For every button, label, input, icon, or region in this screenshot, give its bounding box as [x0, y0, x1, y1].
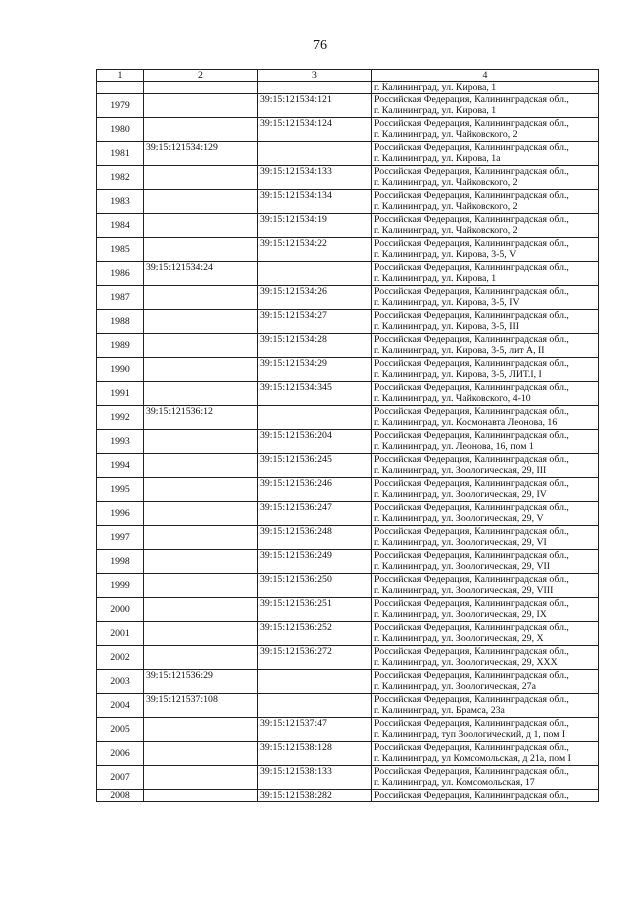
- row-number: 1985: [97, 238, 144, 262]
- code-col2: [144, 742, 258, 766]
- address-line-1: Российская Федерация, Калининградская обл.,: [374, 358, 569, 369]
- address-cell: [372, 286, 599, 310]
- code-col2: 39:15:121534:129: [144, 142, 258, 166]
- address-line-1: Российская Федерация, Калининградская обл.,: [374, 142, 569, 153]
- address-line-2: г. Калининград, ул. Зоологическая, 29, VII: [374, 561, 551, 572]
- row-number: 2002: [97, 646, 144, 670]
- table-row: [97, 742, 599, 766]
- code-col3: 39:15:121534:19: [258, 214, 372, 238]
- code-col2: [144, 286, 258, 310]
- address-cell: [372, 526, 599, 550]
- address-line-2: г. Калининград, ул. Леонова, 16, пом 1: [374, 441, 534, 452]
- row-number: 1983: [97, 190, 144, 214]
- address-cell: [372, 406, 599, 430]
- row-number: 2008: [97, 790, 144, 802]
- address-cell: [372, 142, 599, 166]
- table-row: [97, 142, 599, 166]
- table-row: [97, 790, 599, 802]
- row-number: 1986: [97, 262, 144, 286]
- address-cell: [372, 550, 599, 574]
- address-line-1: Российская Федерация, Калининградская обл.,: [374, 598, 569, 609]
- code-col3: 39:15:121538:282: [258, 790, 372, 802]
- code-col2: [144, 118, 258, 142]
- address-line-1: Российская Федерация, Калининградская обл.,: [374, 238, 569, 249]
- row-number: 1982: [97, 166, 144, 190]
- address-cell: [372, 334, 599, 358]
- address-line-1: Российская Федерация, Калининградская обл.,: [374, 766, 569, 777]
- table-row: [97, 358, 599, 382]
- row-number: 1996: [97, 502, 144, 526]
- code-col3: 39:15:121534:28: [258, 334, 372, 358]
- row-number: 1987: [97, 286, 144, 310]
- code-col3: 39:15:121536:204: [258, 430, 372, 454]
- column-header-4: 4: [372, 70, 599, 82]
- table-row: [97, 94, 599, 118]
- code-col3: 39:15:121534:29: [258, 358, 372, 382]
- table-row: [97, 694, 599, 718]
- row-number: 1979: [97, 94, 144, 118]
- code-col3: 39:15:121534:26: [258, 286, 372, 310]
- row-number: 1992: [97, 406, 144, 430]
- code-col3: [258, 262, 372, 286]
- address-line-2: г. Калининград, ул. Зоологическая, 29, VI: [374, 537, 547, 548]
- address-line-2: г. Калининград, ул. Зоологическая, 29, XXX: [374, 657, 558, 668]
- address-line-2: г. Калининград, ул. Брамса, 23а: [374, 705, 505, 716]
- address-line-1: Российская Федерация, Калининградская обл.,: [374, 502, 569, 513]
- address-line-1: Российская Федерация, Калининградская обл.,: [374, 670, 569, 681]
- address-cell: [372, 238, 599, 262]
- address-line-2: г. Калининград, ул. Зоологическая, 29, VIII: [374, 585, 554, 596]
- code-col3: 39:15:121537:47: [258, 718, 372, 742]
- address-cell: [372, 214, 599, 238]
- address-line-1: Российская Федерация, Калининградская обл.,: [374, 214, 569, 225]
- address-cell: [372, 310, 599, 334]
- address-line-2: г. Калининград, ул. Кирова, 1: [374, 105, 497, 116]
- table-row: [97, 718, 599, 742]
- code-col2: [144, 94, 258, 118]
- table-row: [97, 382, 599, 406]
- address-line-2: г. Калининград, ул. Кирова, 1а: [374, 153, 501, 164]
- table-row: [97, 166, 599, 190]
- table-row: [97, 262, 599, 286]
- address-cell: [372, 358, 599, 382]
- code-col2: [144, 214, 258, 238]
- code-col3: 39:15:121538:133: [258, 766, 372, 790]
- code-col2: [144, 238, 258, 262]
- address-line-2: г. Калининград, ул. Зоологическая, 29, III: [374, 465, 547, 476]
- row-number: 1989: [97, 334, 144, 358]
- row-number: 2007: [97, 766, 144, 790]
- code-col2: [144, 550, 258, 574]
- code-col3: 39:15:121536:247: [258, 502, 372, 526]
- address-cell: [372, 718, 599, 742]
- table-row: [97, 550, 599, 574]
- address-line-2: г. Калининград, ул. Чайковского, 2: [374, 225, 518, 236]
- address-line-1: Российская Федерация, Калининградская обл.,: [374, 334, 569, 345]
- row-number: 1991: [97, 382, 144, 406]
- address-cell: [372, 118, 599, 142]
- code-col2: [144, 790, 258, 802]
- code-col2: [144, 574, 258, 598]
- table-row: [97, 310, 599, 334]
- code-col3: 39:15:121534:121: [258, 94, 372, 118]
- row-number: [97, 82, 144, 94]
- code-col2: [144, 478, 258, 502]
- address-line-1: Российская Федерация, Калининградская обл.,: [374, 262, 569, 273]
- address-line-1: Российская Федерация, Калининградская обл.,: [374, 190, 569, 201]
- row-number: 1988: [97, 310, 144, 334]
- continuation-row: [97, 82, 599, 94]
- row-number: 2006: [97, 742, 144, 766]
- code-col3: 39:15:121536:250: [258, 574, 372, 598]
- address-line-1: Российская Федерация, Калининградская обл.,: [374, 694, 569, 705]
- table-row: [97, 430, 599, 454]
- address-cell: [372, 742, 599, 766]
- code-col3: 39:15:121536:249: [258, 550, 372, 574]
- address-line-2: г. Калининград, ул. Чайковского, 2: [374, 129, 518, 140]
- address-cell: [372, 454, 599, 478]
- code-col2: [144, 766, 258, 790]
- column-header-3: 3: [258, 70, 372, 82]
- row-number: 1990: [97, 358, 144, 382]
- address-line-1: Российская Федерация, Калининградская обл.,: [374, 310, 569, 321]
- address-line-2: г. Калининград, ул. Кирова, 3-5, V: [374, 249, 517, 260]
- row-number: 1984: [97, 214, 144, 238]
- code-col2: [144, 718, 258, 742]
- table-row: [97, 574, 599, 598]
- code-col2: [144, 190, 258, 214]
- row-number: 1993: [97, 430, 144, 454]
- code-col2: [144, 82, 258, 94]
- address-line-1: Российская Федерация, Калининградская обл.,: [374, 118, 569, 129]
- address-line-2: г. Калининград, ул. Космонавта Леонова, 16: [374, 417, 558, 428]
- address-line-2: г. Калининград, ул. Зоологическая, 29, V: [374, 513, 544, 524]
- page-number: 76: [313, 38, 327, 53]
- table-row: [97, 190, 599, 214]
- table-row: [97, 238, 599, 262]
- code-col2: [144, 430, 258, 454]
- row-number: 1997: [97, 526, 144, 550]
- address-line-2: г. Калининград, ул Комсомольская, д 21а, пом I: [374, 753, 571, 764]
- code-col2: [144, 358, 258, 382]
- code-col2: [144, 646, 258, 670]
- address-cell: [372, 766, 599, 790]
- row-number: 2005: [97, 718, 144, 742]
- code-col3: [258, 694, 372, 718]
- table-row: [97, 766, 599, 790]
- table-row: [97, 502, 599, 526]
- code-col3: 39:15:121536:245: [258, 454, 372, 478]
- table-row: [97, 454, 599, 478]
- column-header-1: 1: [97, 70, 144, 82]
- code-col3: 39:15:121536:251: [258, 598, 372, 622]
- cadastral-table: [96, 69, 599, 802]
- code-col3: 39:15:121534:134: [258, 190, 372, 214]
- code-col3: 39:15:121534:22: [258, 238, 372, 262]
- code-col2: [144, 166, 258, 190]
- address-line-2: г. Калининград, ул. Зоологическая, 29, IV: [374, 489, 547, 500]
- code-col2: [144, 382, 258, 406]
- table-header-row: [97, 70, 599, 82]
- address-cell: [372, 94, 599, 118]
- table-row: [97, 622, 599, 646]
- address-line-1: Российская Федерация, Калининградская обл.,: [374, 454, 569, 465]
- address-line-2: г. Калининград, ул. Кирова, 3-5, лит А, II: [374, 345, 545, 356]
- address-cell: [372, 694, 599, 718]
- address-line-2: г. Калининград, ул. Чайковского, 2: [374, 177, 518, 188]
- code-col2: 39:15:121534:24: [144, 262, 258, 286]
- address-cell: [372, 598, 599, 622]
- address-line-1: Российская Федерация, Калининградская обл.,: [374, 742, 569, 753]
- address-cell: [372, 670, 599, 694]
- code-col3: [258, 670, 372, 694]
- code-col3: 39:15:121534:124: [258, 118, 372, 142]
- address-cell: [372, 430, 599, 454]
- address-line-1: Российская Федерация, Калининградская обл.,: [374, 430, 569, 441]
- address-line-2: г. Калининград, ул. Кирова, 3-5, IV: [374, 297, 520, 308]
- address-line-1: Российская Федерация, Калининградская обл.,: [374, 478, 569, 489]
- code-col3: 39:15:121536:248: [258, 526, 372, 550]
- table-row: [97, 118, 599, 142]
- address-line-2: г. Калининград, ул. Комсомольская, 17: [374, 777, 535, 788]
- table-row: [97, 646, 599, 670]
- address-cell: [372, 382, 599, 406]
- code-col2: [144, 454, 258, 478]
- row-number: 1998: [97, 550, 144, 574]
- address-cell: [372, 190, 599, 214]
- address-line-1: Российская Федерация, Калининградская обл.,: [374, 622, 569, 633]
- address-line-1: Российская Федерация, Калининградская обл.,: [374, 574, 569, 585]
- address-line-2: г. Калининград, ул. Чайковского, 4-10: [374, 393, 531, 404]
- address-line-1: Российская Федерация, Калининградская обл.,: [374, 718, 569, 729]
- address-line-1: Российская Федерация, Калининградская обл.,: [374, 550, 569, 561]
- address-line-2: г. Калининград, ул. Зоологическая, 29, IX: [374, 609, 547, 620]
- row-number: 1999: [97, 574, 144, 598]
- address-line-2: г. Калининград, туп Зоологический, д 1, пом I: [374, 729, 566, 740]
- address-line-2: г. Калининград, ул. Кирова, 1: [374, 273, 497, 284]
- column-header-2: 2: [144, 70, 258, 82]
- table-row: [97, 526, 599, 550]
- row-number: 1995: [97, 478, 144, 502]
- address-line-1: Российская Федерация, Калининградская обл.,: [374, 94, 569, 105]
- address-line-2: г. Калининград, ул. Кирова, 3-5, ЛИТ.I, I: [374, 369, 542, 380]
- address-line-1: Российская Федерация, Калининградская обл.,: [374, 286, 569, 297]
- address-cell: г. Калининград, ул. Кирова, 1: [372, 82, 599, 94]
- address-cell: [372, 478, 599, 502]
- code-col3: [258, 142, 372, 166]
- table-row: [97, 478, 599, 502]
- address-line-2: г. Калининград, ул. Кирова, 3-5, III: [374, 321, 519, 332]
- table-row: [97, 406, 599, 430]
- table-row: [97, 286, 599, 310]
- address-cell: [372, 262, 599, 286]
- table-row: [97, 598, 599, 622]
- address-line-1: Российская Федерация, Калининградская обл.,: [374, 406, 569, 417]
- code-col2: 39:15:121537:108: [144, 694, 258, 718]
- code-col3: 39:15:121536:272: [258, 646, 372, 670]
- row-number: 2004: [97, 694, 144, 718]
- address-line-2: г. Калининград, ул. Чайковского, 2: [374, 201, 518, 212]
- code-col3: 39:15:121536:252: [258, 622, 372, 646]
- code-col3: 39:15:121534:27: [258, 310, 372, 334]
- code-col3: [258, 406, 372, 430]
- row-number: 1981: [97, 142, 144, 166]
- row-number: 1980: [97, 118, 144, 142]
- code-col2: [144, 310, 258, 334]
- code-col3: [258, 82, 372, 94]
- code-col2: [144, 526, 258, 550]
- table-row: [97, 670, 599, 694]
- address-line-1: Российская Федерация, Калининградская обл.,: [374, 166, 569, 177]
- row-number: 1994: [97, 454, 144, 478]
- address-cell: [372, 502, 599, 526]
- address-line-1: Российская Федерация, Калининградская обл.,: [374, 382, 569, 393]
- address-line-2: г. Калининград, ул. Зоологическая, 27а: [374, 681, 536, 692]
- code-col3: 39:15:121538:128: [258, 742, 372, 766]
- code-col2: 39:15:121536:12: [144, 406, 258, 430]
- address-cell: [372, 646, 599, 670]
- table-row: [97, 214, 599, 238]
- address-line-1: Российская Федерация, Калининградская обл.,: [374, 526, 569, 537]
- code-col2: [144, 598, 258, 622]
- code-col2: [144, 334, 258, 358]
- address-line-1: Российская Федерация, Калининградская обл.,: [372, 790, 599, 802]
- row-number: 2000: [97, 598, 144, 622]
- table-row: [97, 334, 599, 358]
- code-col2: [144, 622, 258, 646]
- address-cell: [372, 574, 599, 598]
- row-number: 2001: [97, 622, 144, 646]
- address-cell: [372, 622, 599, 646]
- code-col3: 39:15:121536:246: [258, 478, 372, 502]
- address-cell: [372, 166, 599, 190]
- code-col2: [144, 502, 258, 526]
- code-col3: 39:15:121534:345: [258, 382, 372, 406]
- row-number: 2003: [97, 670, 144, 694]
- code-col2: 39:15:121536:29: [144, 670, 258, 694]
- address-line-2: г. Калининград, ул. Зоологическая, 29, X: [374, 633, 544, 644]
- code-col3: 39:15:121534:133: [258, 166, 372, 190]
- address-line-1: Российская Федерация, Калининградская обл.,: [374, 646, 569, 657]
